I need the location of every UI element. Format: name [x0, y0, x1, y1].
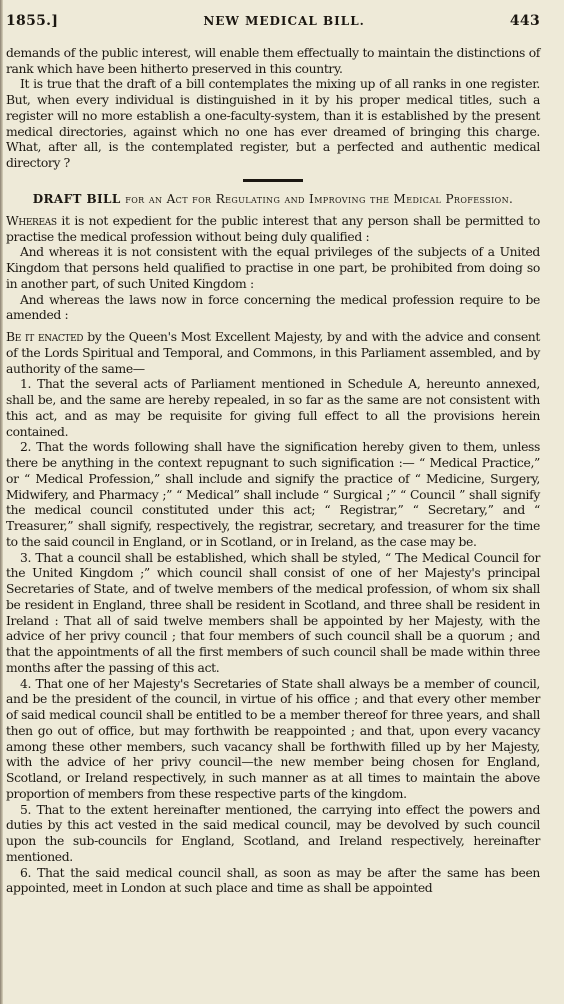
draft-bill-lead: DRAFT BILL [32, 191, 121, 206]
header-year: 1855.] [6, 13, 59, 29]
clause-5: 5. That to the extent hereinafter mentioned, the carrying into effect the powers and duties by this act vested in the said medical council, may be devolved by such council upon the sub-councils for England, Scotland, and Ireland respectively, hereinafter mentioned. [6, 802, 540, 864]
draft-bill-subtitle: for an Act for Regulating and Improving the Medical Profession. [125, 191, 514, 206]
clause-2: 2. That the words following shall have the signification hereby given to them, unless there be anything in the context repugnant to such signification :— “ Medical Practice,” or “ Medical Profession,” shall include and signify the practice of “ Medicine, Surgery, Midwifery, and Pharmacy ;” “ Medical” shall include “ Surgical ;” “ Council ” shall signify the medical council constituted under this act; “ Registrar,” “ Secretary,” and “ Treasurer,” shall signify, respectively, the registrar, secretary, and treasurer for the time to the said council in England, or in Scotland, or in Ireland, as the case may be. [6, 440, 540, 549]
draft-bill-title [6, 192, 540, 207]
header-running-title: NEW MEDICAL BILL. [203, 14, 365, 28]
preamble-whereas-1 [6, 214, 540, 246]
clause-4: 4. That one of her Majesty's Secretaries of State shall always be a member of council, and be the president of the council, in virtue of his office ; and that every other member of said medical council shall be entitled to be a member thereof for three years, and shall then go out of office, but may forthwith be reappointed ; and that, upon every vacancy among these other members, such vacancy shall be forthwith filled up by her Majesty, with the advice of her privy council—the new member being chosen for England, Scotland, or Ireland respectively, in such manner as at all times to maintain the above proportion of members from these respective parts of the kingdom. [6, 676, 540, 801]
preamble-whereas-2: And whereas it is not consistent with the equal privileges of the subjects of a United Kingdom that persons held qualified to practise in one part, be prohibited from doing so in another part, of such United Kingdom : [6, 245, 540, 291]
enactment-text: by the Queen's Most Excellent Majesty, by and with the advice and consent of the Lords Spiritual and Temporal, and Commons, in this Parliament assembled, and by authority of the same— [6, 330, 540, 376]
enactment-paragraph [6, 330, 540, 377]
whereas-lead: Whereas [6, 213, 57, 228]
clause-1: 1. That the several acts of Parliament mentioned in Schedule A, hereunto annexed, shall be, and the same are hereby repealed, in so far as the same are not consistent with this act, and as may be requisite for giving full effect to all the provisions herein contained. [6, 377, 540, 439]
header-page-number: 443 [509, 13, 540, 29]
clause-3: 3. That a council shall be established, which shall be styled, “ The Medical Council for the United Kingdom ;” which council shall consist of one of her Majesty's principal Secretaries of State, and of twelve members of the medical profession, of whom six shall be resident in England, three shall be resident in Scotland, and three shall be resident in Ireland : That all of said twelve members shall be appointed by her Majesty, with the advice of her privy council ; that four members of such council shall be a quorum ; and that the appointments of all the first members of such council shall be made within three months after the passing of this act. [6, 550, 540, 675]
page-binding-edge [0, 0, 3, 1004]
whereas-text: it is not expedient for the public interest that any person shall be permitted to practise the medical profession without being duly qualified : [6, 213, 540, 244]
running-header [6, 14, 540, 30]
intro-paragraph-2: It is true that the draft of a bill contemplates the mixing up of all ranks in one register. But, when every individual is distinguished in it by his proper medical titles, such a register will no more establish a one-faculty-system, than it is established by the present medical directories, against which no one has ever dreamed of bringing this charge. What, after all, is the contemplated register, but a perfected and authentic medical directory ? [6, 77, 540, 170]
clause-6: 6. That the said medical council shall, as soon as may be after the same has been appointed, meet in London at such place and time as shall be appointed [6, 865, 540, 896]
enactment-lead: Be it enacted [6, 330, 84, 344]
section-divider [6, 179, 540, 182]
intro-paragraph-1: demands of the public interest, will enable them effectually to maintain the distinctions of rank which have been hitherto preserved in this country. [6, 45, 540, 76]
preamble-whereas-3: And whereas the laws now in force concerning the medical profession require to be amended : [6, 292, 540, 323]
